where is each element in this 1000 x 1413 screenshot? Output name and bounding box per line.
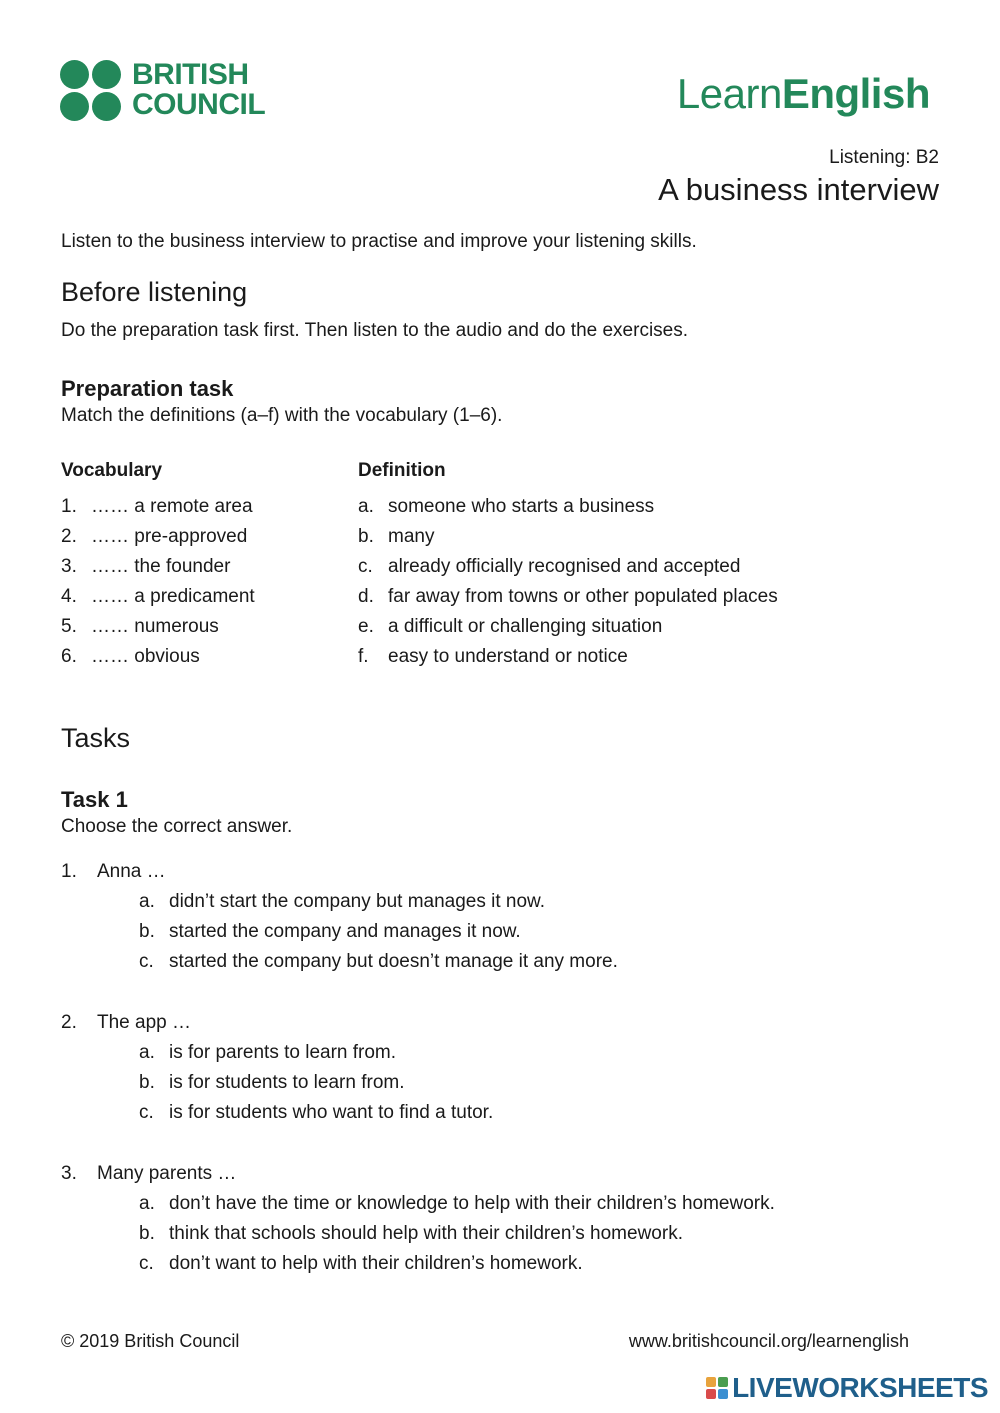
vocab-number: 6.: [61, 646, 77, 667]
vocab-item: [61, 555, 230, 579]
definition-text: easy to understand or notice: [388, 646, 628, 667]
preparation-task-heading: Preparation task: [61, 376, 234, 401]
option-letter: c.: [139, 951, 154, 972]
vocab-number: 1.: [61, 496, 77, 517]
task-1-instruction: Choose the correct answer.: [61, 816, 293, 837]
option-text: started the company but doesn’t manage it any more.: [169, 951, 618, 972]
option-text: didn’t start the company but manages it now.: [169, 891, 545, 912]
definition-text: a difficult or challenging situation: [388, 616, 663, 637]
answer-option[interactable]: [139, 920, 521, 944]
liveworksheets-watermark: [706, 1373, 988, 1403]
definition-text: far away from towns or other populated places: [388, 586, 778, 607]
vocab-text: …… the founder: [91, 556, 231, 577]
vocab-text: …… a predicament: [91, 586, 255, 607]
intro-text: Listen to the business interview to practise and improve your listening skills.: [61, 231, 697, 252]
definition-text: already officially recognised and accepted: [388, 556, 741, 577]
vocab-number: 5.: [61, 616, 77, 637]
definition-letter: a.: [358, 496, 374, 517]
question-text: The app …: [97, 1012, 191, 1033]
preparation-instruction: Match the definitions (a–f) with the vocabulary (1–6).: [61, 405, 503, 426]
option-text: think that schools should help with their children’s homework.: [169, 1223, 683, 1244]
before-listening-text: Do the preparation task first. Then listen to the audio and do the exercises.: [61, 320, 689, 341]
vocab-number: 4.: [61, 586, 77, 607]
definition-item: [358, 645, 628, 669]
vocab-item: [61, 495, 253, 519]
learnenglish-logo: [677, 70, 930, 118]
option-letter: c.: [139, 1253, 154, 1274]
logo-learn: Learn: [676, 70, 782, 117]
definition-text: someone who starts a business: [388, 496, 655, 517]
answer-option[interactable]: [139, 1222, 683, 1246]
option-letter: b.: [139, 1072, 155, 1093]
vocab-number: 2.: [61, 526, 77, 547]
question-number: 3.: [61, 1163, 77, 1184]
definition-item: [358, 495, 654, 519]
definition-text: many: [388, 526, 435, 547]
option-text: is for students to learn from.: [169, 1072, 405, 1093]
definition-item: [358, 585, 778, 609]
vocab-item: [61, 615, 219, 639]
question-number: 2.: [61, 1012, 77, 1033]
option-letter: b.: [139, 1223, 155, 1244]
british-council-logo: [60, 60, 280, 124]
question-stem: [61, 1011, 191, 1035]
vocab-item: [61, 585, 255, 609]
before-listening-heading: Before listening: [61, 277, 248, 307]
option-letter: c.: [139, 1102, 154, 1123]
option-text: started the company and manages it now.: [169, 921, 521, 942]
question-text: Many parents …: [97, 1163, 237, 1184]
website-link[interactable]: www.britishcouncil.org/learnenglish: [628, 1331, 909, 1351]
option-text: don’t want to help with their children’s homework.: [169, 1253, 583, 1274]
page-title: A business interview: [658, 172, 939, 207]
definition-item: [358, 615, 662, 639]
option-text: is for students who want to find a tutor.: [169, 1102, 494, 1123]
answer-option[interactable]: [139, 1101, 493, 1125]
vocab-item: [61, 525, 247, 549]
definition-header: Definition: [358, 460, 446, 481]
copyright-text: © 2019 British Council: [61, 1331, 240, 1351]
vocabulary-header: Vocabulary: [61, 460, 163, 481]
tasks-heading: Tasks: [61, 723, 131, 753]
definition-item: [358, 555, 740, 579]
task-1-heading: Task 1: [61, 787, 128, 812]
liveworksheets-icon: [706, 1377, 728, 1399]
option-letter: a.: [139, 891, 155, 912]
question-stem: [61, 860, 166, 884]
vocab-text: …… a remote area: [91, 496, 253, 517]
answer-option[interactable]: [139, 950, 618, 974]
definition-letter: d.: [358, 586, 374, 607]
option-letter: a.: [139, 1193, 155, 1214]
answer-option[interactable]: [139, 1192, 775, 1216]
answer-option[interactable]: [139, 1252, 583, 1276]
logo-line-1: BRITISH: [132, 58, 249, 91]
answer-option[interactable]: [139, 890, 545, 914]
definition-letter: c.: [358, 556, 373, 577]
vocab-text: …… obvious: [91, 646, 200, 667]
vocab-number: 3.: [61, 556, 77, 577]
answer-option[interactable]: [139, 1071, 405, 1095]
vocab-text: …… pre-approved: [91, 526, 248, 547]
logo-line-2: COUNCIL: [132, 88, 266, 121]
british-council-dots-icon: [60, 60, 124, 124]
option-text: is for parents to learn from.: [169, 1042, 397, 1063]
definition-letter: f.: [358, 646, 369, 667]
level-label: Listening: B2: [829, 147, 939, 168]
definition-item: [358, 525, 434, 549]
liveworksheets-text: LIVEWORKSHEETS: [732, 1372, 988, 1403]
answer-option[interactable]: [139, 1041, 396, 1065]
option-text: don’t have the time or knowledge to help with their children’s homework.: [169, 1193, 775, 1214]
question-stem: [61, 1162, 236, 1186]
logo-english: English: [781, 70, 930, 117]
vocab-item: [61, 645, 200, 669]
question-number: 1.: [61, 861, 77, 882]
definition-letter: e.: [358, 616, 374, 637]
option-letter: b.: [139, 921, 155, 942]
vocab-text: …… numerous: [91, 616, 219, 637]
definition-letter: b.: [358, 526, 374, 547]
option-letter: a.: [139, 1042, 155, 1063]
question-text: Anna …: [97, 861, 166, 882]
